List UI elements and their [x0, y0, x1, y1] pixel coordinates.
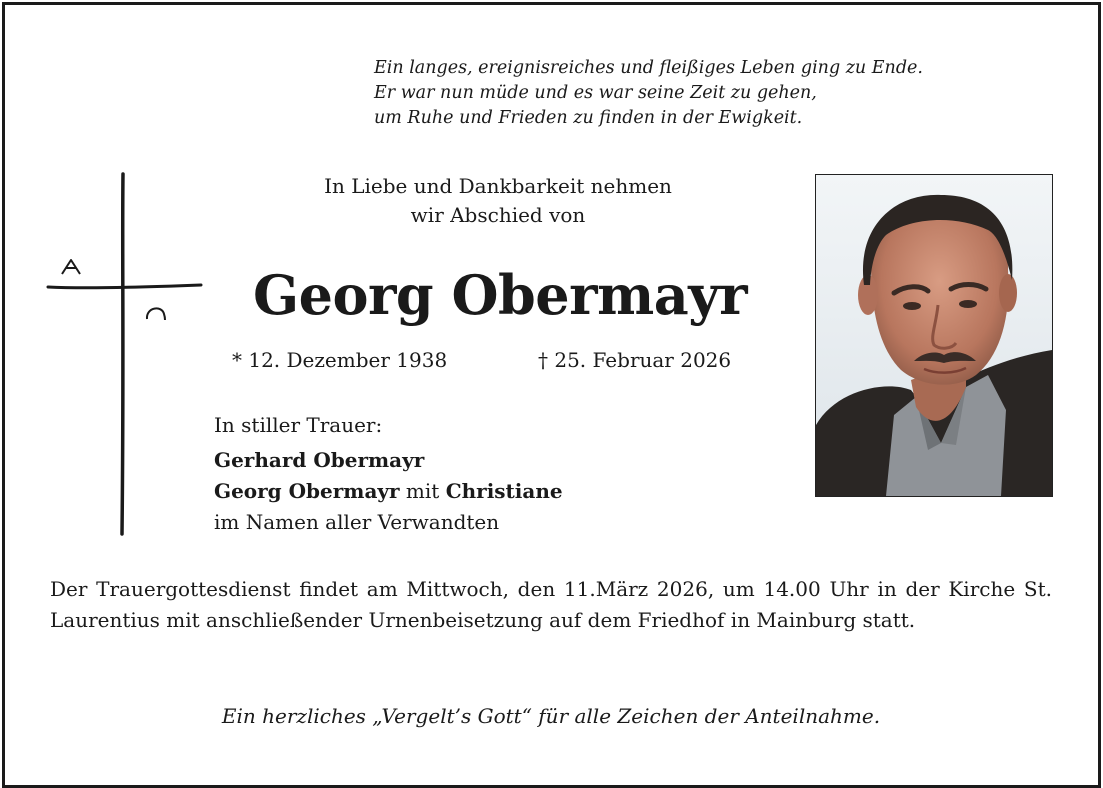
omega-icon	[147, 308, 165, 320]
mourner-connector: mit	[399, 479, 446, 503]
closing-thanks: Ein herzliches „Vergelt’s Gott“ für alle Zeichen der Anteilnahme.	[221, 704, 881, 728]
mourner-name: Christiane	[445, 479, 563, 503]
mourner-line	[214, 476, 563, 507]
cross-icon	[40, 168, 210, 540]
quote-line: um Ruhe und Frieden zu finden in der Ewigkeit.	[374, 108, 803, 128]
intro-line: wir Abschied von	[410, 203, 586, 227]
death-date: † 25. Februar 2026	[538, 348, 732, 372]
alpha-icon	[62, 260, 80, 274]
birth-date: * 12. Dezember 1938	[232, 348, 448, 372]
quote-line: Ein langes, ereignisreiches und fleißiges Leben ging zu Ende.	[374, 58, 923, 78]
funeral-service-info: Der Trauergottesdienst findet am Mittwoch, den 11.März 2026, um 14.00 Uhr in der Kirche St. Laurentius mit anschließender Urnenbeisetzung auf dem Friedhof in Mainburg statt.	[50, 577, 1052, 632]
memorial-quote	[374, 56, 923, 131]
mourner-name: Gerhard Obermayr	[214, 448, 425, 472]
quote-line: Er war nun müde und es war seine Zeit zu gehen,	[374, 83, 817, 103]
mourners-list	[214, 410, 563, 538]
portrait-photo	[815, 174, 1053, 497]
mourners-heading: In stiller Trauer:	[214, 413, 383, 437]
mourner-name: Georg Obermayr	[214, 479, 400, 503]
intro-line: In Liebe und Dankbarkeit nehmen	[324, 174, 672, 198]
farewell-intro	[218, 172, 778, 230]
relatives-line: im Namen aller Verwandten	[214, 510, 500, 534]
deceased-name: Georg Obermayr	[252, 263, 748, 327]
